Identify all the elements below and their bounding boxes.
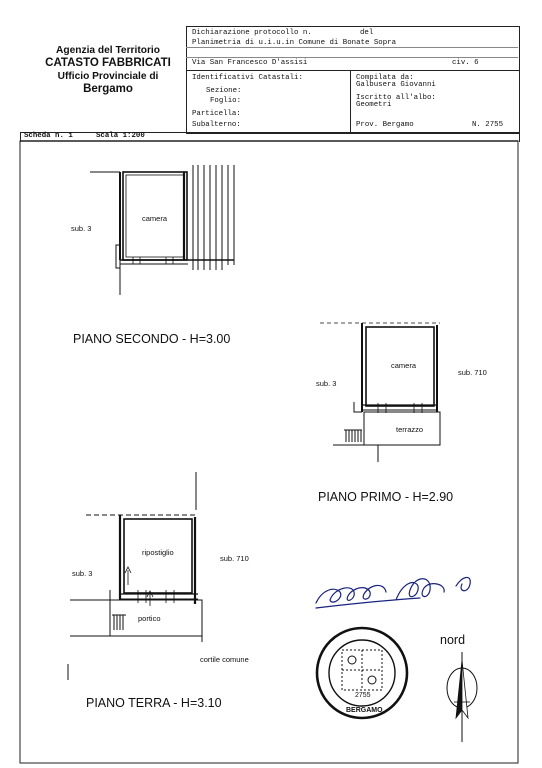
ground-floor-neighbor-left: sub. 3 xyxy=(72,569,93,578)
albo-value: Geometri xyxy=(356,101,392,109)
planimetria-line: Planimetria di u.i.u.in Comune di Bonate Sopra xyxy=(192,39,397,47)
second-floor-room-label: camera xyxy=(142,214,168,223)
scheda-label: Scheda n. 1 xyxy=(24,132,73,140)
compilata-label: Compilata da: xyxy=(356,74,414,82)
protocol-label: Dichiarazione protocollo n. xyxy=(192,29,312,37)
plan-first-floor xyxy=(320,323,440,462)
albo-label: Iscritto all'albo: xyxy=(356,94,436,102)
first-floor-neighbor-right: sub. 710 xyxy=(458,368,487,377)
ground-floor-room-label: ripostiglio xyxy=(142,548,174,557)
civic-number: civ. 6 xyxy=(452,59,479,67)
terrace-label: terrazzo xyxy=(396,425,424,434)
identifiers-label: Identificativi Catastali: xyxy=(192,74,303,82)
particella-label: Particella: xyxy=(192,110,241,118)
first-floor-neighbor-left: sub. 3 xyxy=(316,379,337,388)
plan-second-floor xyxy=(90,165,234,295)
north-label: nord xyxy=(440,633,466,647)
ground-floor-neighbor-right: sub. 710 xyxy=(220,554,249,563)
first-floor-title: PIANO PRIMO - H=2.90 xyxy=(318,490,454,504)
compiler-name: Galbusera Giovanni xyxy=(356,81,436,89)
professional-stamp xyxy=(317,628,407,718)
address-line: Via San Francesco D'assisi xyxy=(192,59,308,67)
second-floor-neighbor-label: sub. 3 xyxy=(71,224,92,233)
office-label: Ufficio Provinciale di xyxy=(57,71,159,82)
protocol-del: del xyxy=(360,29,374,37)
first-floor-room-label: camera xyxy=(391,361,417,370)
registration-number: N. 2755 xyxy=(472,121,504,129)
catasto-title: CATASTO FABBRICATI xyxy=(45,57,171,69)
sezione-label: Sezione: xyxy=(206,87,242,95)
signature xyxy=(316,577,470,608)
subalterno-label: Subalterno: xyxy=(192,121,241,129)
ground-floor-title: PIANO TERRA - H=3.10 xyxy=(86,696,222,710)
province: Prov. Bergamo xyxy=(356,121,414,129)
agency-name: Agenzia del Territorio xyxy=(56,45,160,56)
scala-label: Scala 1:200 xyxy=(96,132,145,140)
stamp-number: 2755 xyxy=(355,692,371,699)
second-floor-title: PIANO SECONDO - H=3.00 xyxy=(73,332,231,346)
office-city: Bergamo xyxy=(83,83,133,95)
porch-label: portico xyxy=(138,614,161,623)
north-arrow-icon xyxy=(447,652,477,742)
foglio-label: Foglio: xyxy=(210,97,242,105)
courtyard-label: cortile comune xyxy=(200,655,249,664)
stamp-city: BERGAMO xyxy=(346,707,383,714)
